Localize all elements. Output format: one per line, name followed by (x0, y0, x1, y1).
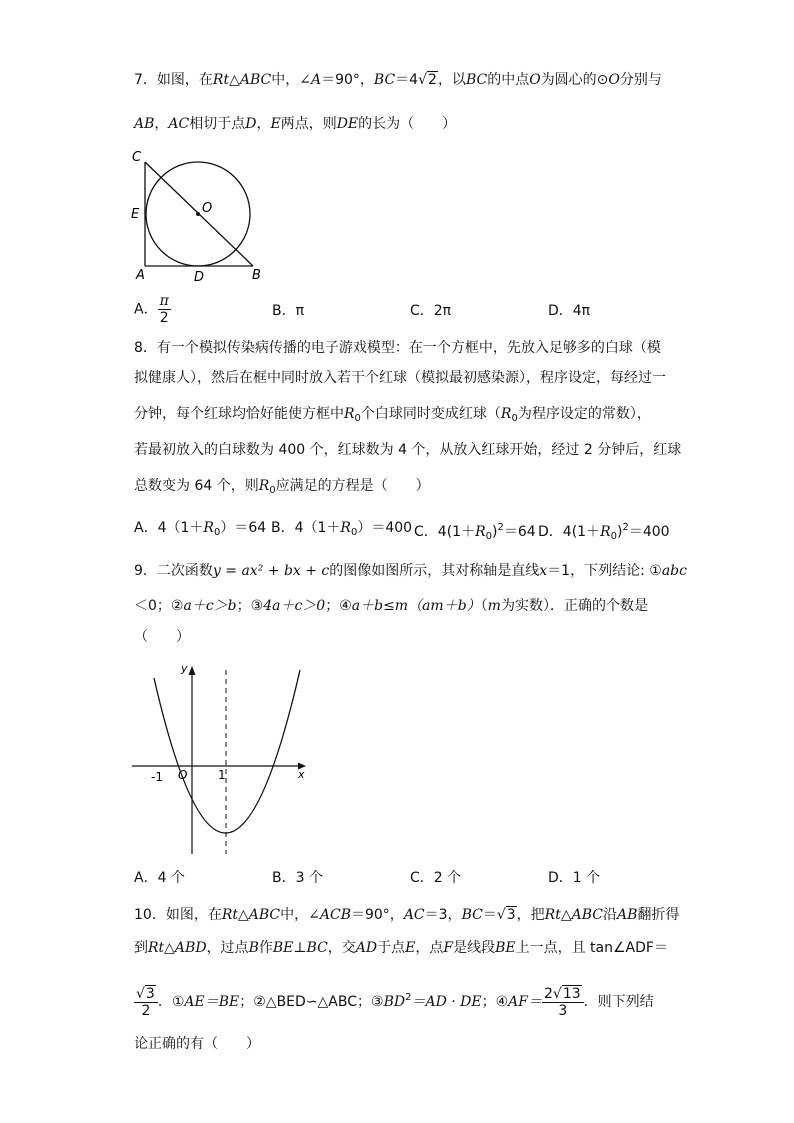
q8-line4: 若最初放入的白球数为 400 个，红球数为 4 个，从放入红球开始，经过 2 分钟后，红球 (134, 442, 682, 458)
q8-line3: 分钟，每个红球均恰好能使方框中$R_0$个白球同时变成红球（$R_0$为程序设定的常数）， (134, 406, 651, 424)
q9-parabola-figure (128, 658, 310, 858)
q8-line2: 拟健康人），然后在框中同时放入若干个红球（模拟最初感染源），程序设定，每经过一 (134, 370, 666, 386)
label-neg1: -1 (151, 770, 163, 784)
q10-line3: $\frac{√3}{2}$ ．①AE＝BE；②△BED∽△ABC；$③BD^2=AD$ · DE；④AF＝ $\frac{2√13}{3}$ ．则下列结 (136, 985, 654, 1019)
q10-line4: 论正确的有（ ） (134, 1036, 260, 1052)
label-e: E (131, 207, 140, 222)
label-one: 1 (218, 768, 226, 782)
q9-option-a[interactable]: A．4 个 (134, 870, 185, 886)
q8-line5: 总数变为 64 个，则$R_0$应满足的方程是（ ） (134, 478, 430, 496)
fraction-sqrt3-over-2: $\frac{√3}{2}$ (134, 986, 158, 1019)
sqrt-sign: √ (136, 985, 145, 1002)
q8-option-a[interactable]: A．$4(1+R_0)=64$ (134, 520, 267, 538)
q8-option-d[interactable]: D．$4(1+R_0)^2=400$ (538, 522, 670, 542)
parabola-curve (154, 670, 300, 833)
sqrt-sign: √ (552, 985, 562, 1002)
q7-figure (128, 148, 268, 284)
q7-line1: 7．如图，在Rt△ABC中，∠A＝90°，BC＝4√2，以BC的中点O为圆心的⊙O分别与 (134, 72, 662, 88)
q7-option-b[interactable]: B．π (272, 303, 305, 319)
sqrt-sign: √ (496, 907, 506, 923)
q9-line3: （ ） (134, 629, 190, 645)
label-y: y (181, 662, 188, 675)
label-c: C (132, 150, 142, 165)
q9-option-b[interactable]: B．3 个 (272, 870, 323, 886)
label-d: D (194, 270, 205, 284)
arc-de: DE (336, 116, 359, 132)
label-x: x (298, 768, 305, 781)
q9-option-d[interactable]: D．1 个 (548, 870, 601, 886)
label-o: O (202, 201, 213, 216)
q10-line2: 到Rt△ABD，过点B作BE⊥BC，交AD于点E，点F是线段BE上一点，且 tan∠ADF＝ (134, 940, 668, 956)
fraction: $\frac{\pi}{2}$ (159, 293, 169, 326)
q9-line1: 9．二次函数y = ax² + bx + c的图像如图所示，其对称轴是直线x＝1，下列结论: ①abc (134, 563, 687, 579)
center-o-dot (196, 212, 200, 216)
sqrt-sign: √ (418, 72, 428, 88)
q7-option-c[interactable]: C．2π (410, 303, 452, 319)
q7-line2: AB，AC相切于点D，E两点，则DE的长为（ ） (134, 116, 457, 132)
q8-line1: 8．有一个模拟传染病传播的电子游戏模型：在一个方框中，先放入足够多的白球（模 (134, 340, 661, 356)
label-o: O (178, 768, 188, 782)
q8-option-c[interactable]: C．$4(1+R_0)^2=64$ (414, 522, 536, 542)
q9-option-c[interactable]: C．2 个 (410, 870, 462, 886)
q8-option-b[interactable]: B．$4(1+R_0)=400$ (271, 520, 413, 538)
label-a: A (136, 268, 145, 283)
q10-line1: 10．如图，在Rt△ABC中，∠ACB＝90°，AC＝3，BC＝√3，把Rt△ABC沿AB翻折得 (134, 907, 680, 923)
y-arrow (189, 666, 196, 675)
q7-option-d[interactable]: D．4π (548, 303, 591, 319)
fraction-2sqrt13-over-3: $\frac{2√13}{3}$ (542, 986, 584, 1019)
q7-option-a[interactable]: A． $\frac{\pi}{2}$ (134, 293, 169, 326)
q9-line2: ＜0；②a＋c＞b；③4a＋c＞0；④a＋b≤m（am＋b）（m为实数）．正确的个数是 (134, 598, 648, 614)
label-b: B (252, 268, 261, 283)
